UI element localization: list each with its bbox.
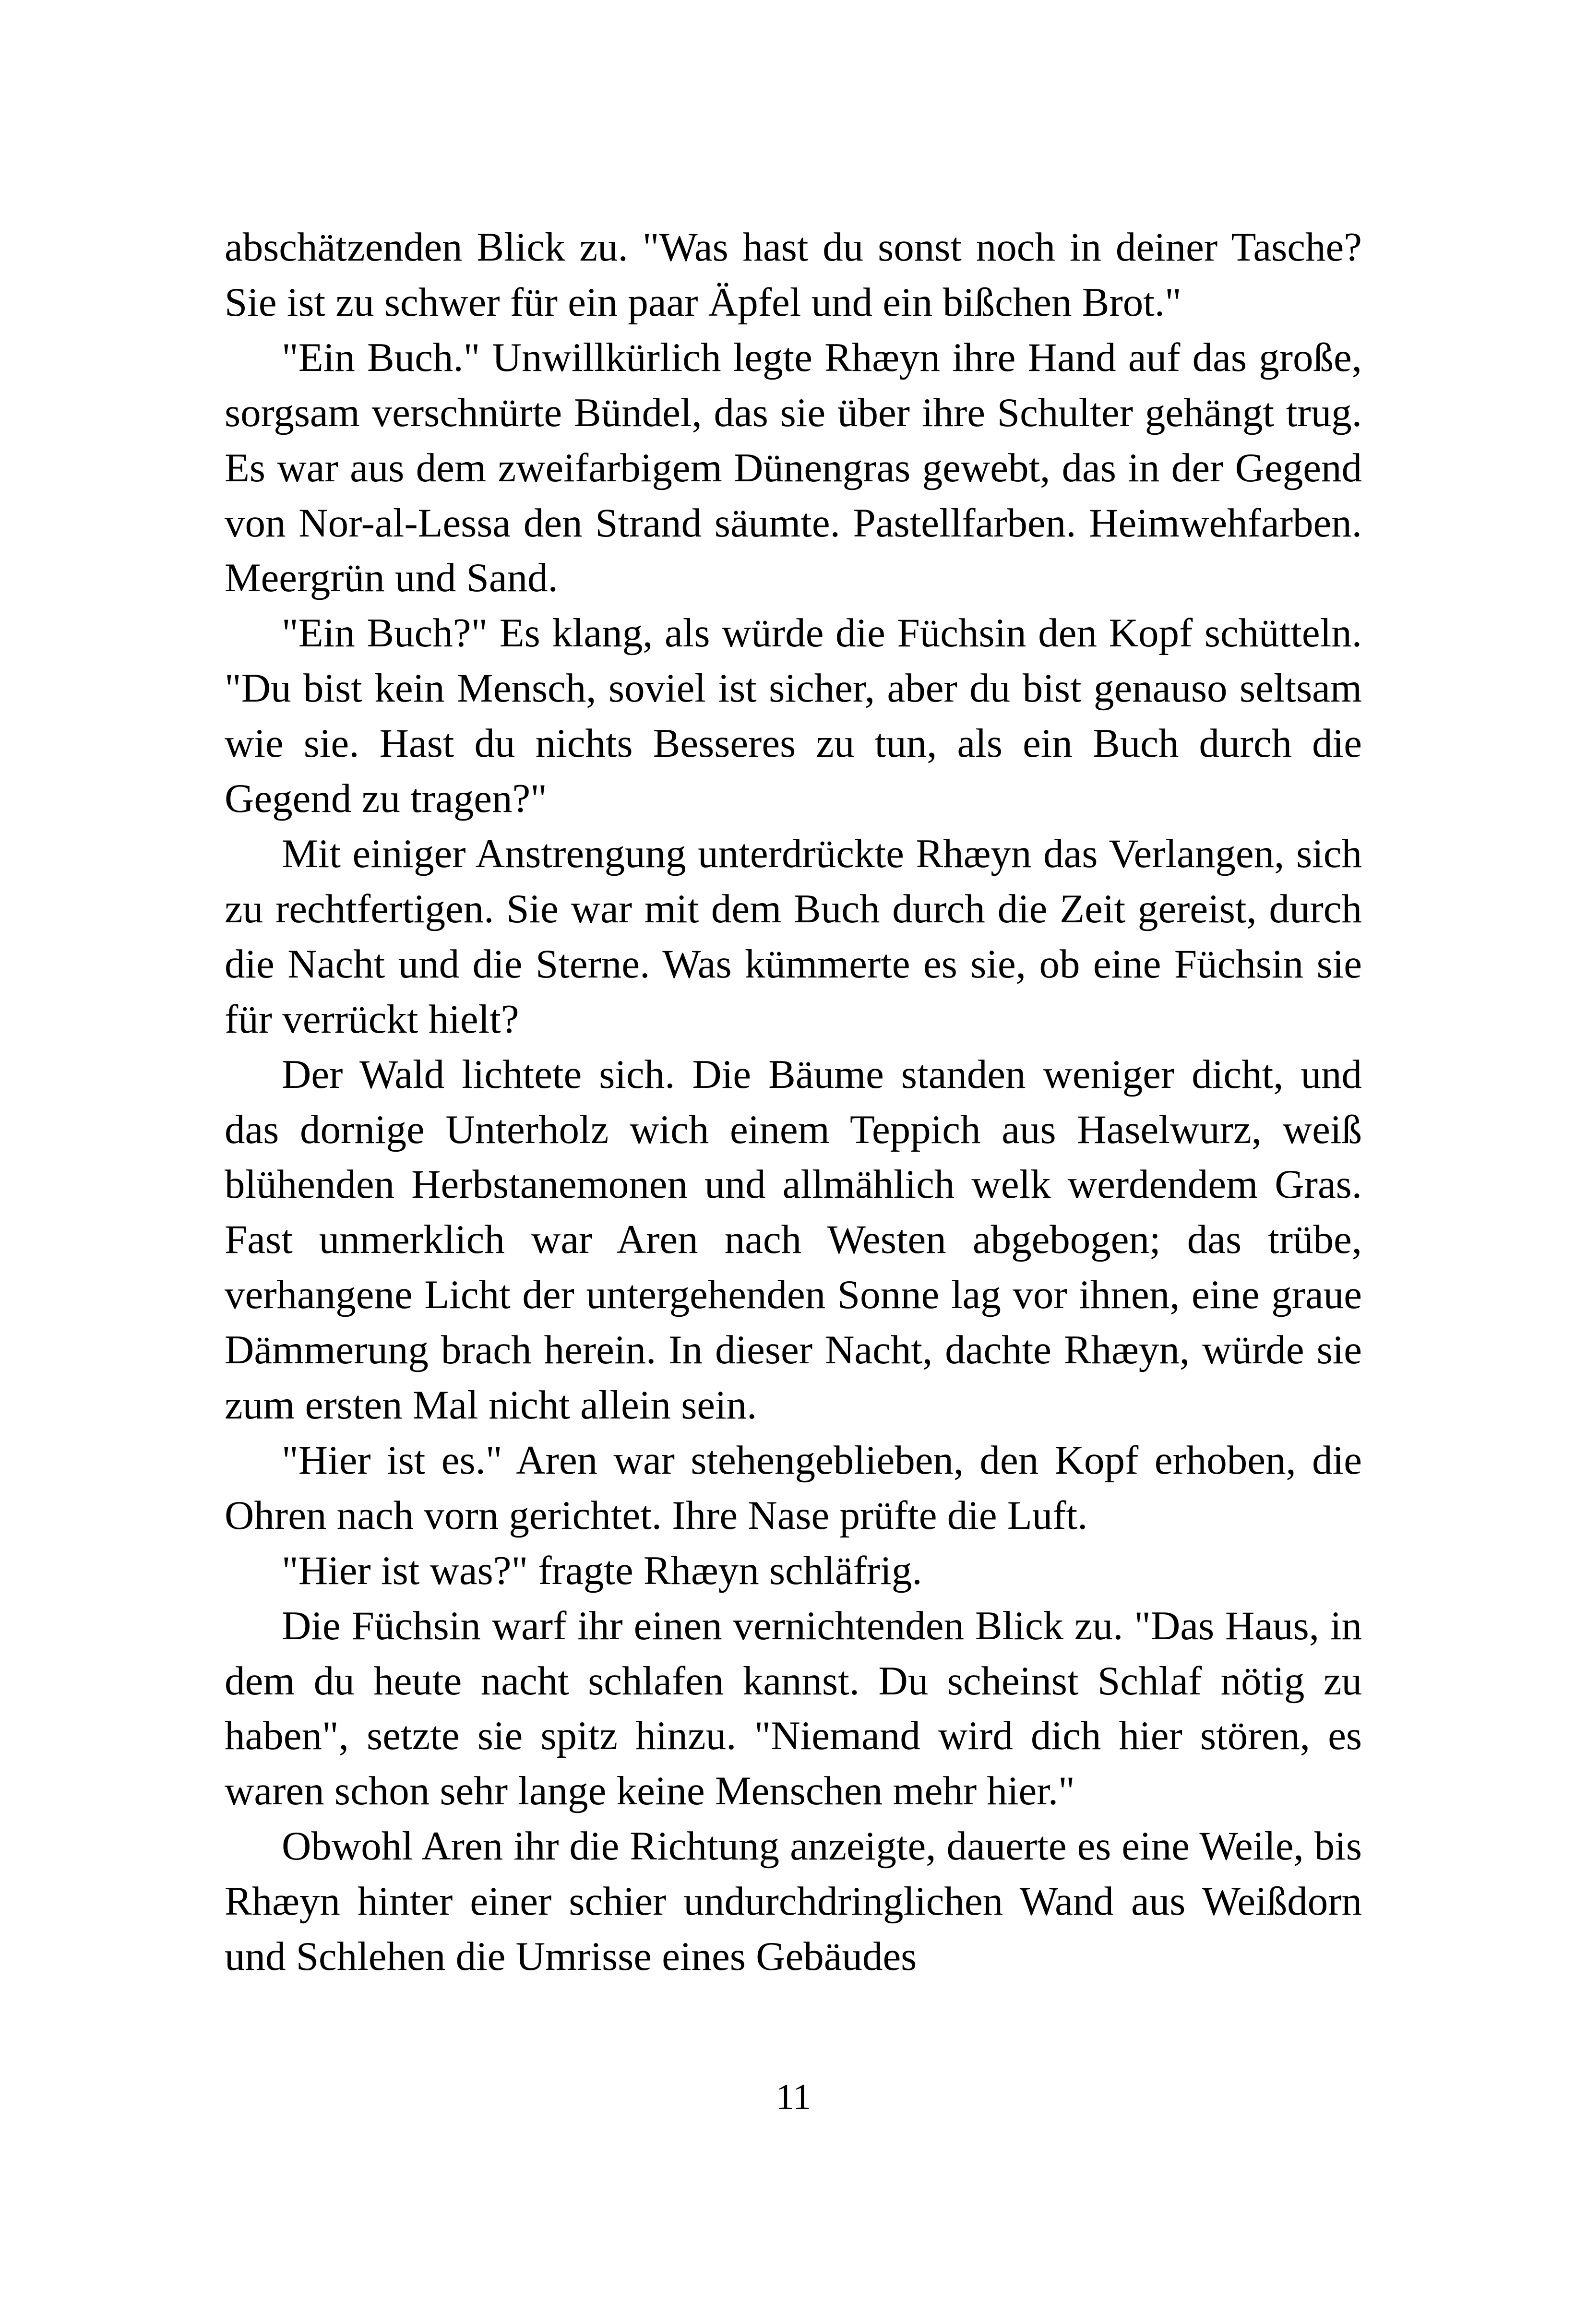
- page-number: 11: [776, 2077, 811, 2117]
- paragraph-5: Der Wald lichtete sich. Die Bäume standen weniger dicht, und das dornige Unterholz wich einem Teppich aus Haselwurz, weiß blühenden Herbstanemonen und allmählich welk werdendem Gras. Fast unmerklich war Aren nach Westen abgebogen; das trübe, verhangene Licht der untergehenden Sonne lag vor ihnen, eine graue Dämmerung brach herein. In dieser Nacht, dachte Rhæyn, würde sie zum ersten Mal nicht allein sein.: [225, 1051, 1362, 1428]
- paragraph-3: "Ein Buch?" Es klang, als würde die Füchsin den Kopf schütteln. "Du bist kein Mensch, soviel ist sicher, aber du bist genauso seltsam wie sie. Hast du nichts Besseres zu tun, als ein Buch durch die Gegend zu tragen?": [225, 610, 1362, 822]
- paragraph-8: Die Füchsin warf ihr einen vernichtenden Blick zu. "Das Haus, in dem du heute nacht schlafen kannst. Du scheinst Schlaf nötig zu haben", setzte sie spitz hinzu. "Niemand wird dich hier stören, es waren schon sehr lange keine Menschen mehr hier.": [225, 1603, 1362, 1814]
- paragraph-2: "Ein Buch." Unwillkürlich legte Rhæyn ihre Hand auf das große, sorgsam verschnürte Bündel, das sie über ihre Schulter gehängt trug. Es war aus dem zweifarbigem Dünengras gewebt, das in der Gegend von Nor-al-Lessa den Strand säumte. Pastellfarben. Heimwehfarben. Meergrün und Sand.: [225, 334, 1362, 601]
- paragraph-4: Mit einiger Anstrengung unterdrückte Rhæyn das Verlangen, sich zu rechtfertigen. Sie war mit dem Buch durch die Zeit gereist, durch die Nacht und die Sterne. Was kümmerte es sie, ob eine Füchsin sie für verrückt hielt?: [225, 831, 1362, 1042]
- paragraph-9: Obwohl Aren ihr die Richtung anzeigte, dauerte es eine Weile, bis Rhæyn hinter einer schier undurchdringlichen Wand aus Weißdorn und Schlehen die Umrisse eines Gebäudes: [225, 1823, 1362, 1979]
- paragraph-7: "Hier ist was?" fragte Rhæyn schläfrig.: [282, 1548, 922, 1593]
- paragraph-6: "Hier ist es." Aren war stehengeblieben, den Kopf erhoben, die Ohren nach vorn gerichtet. Ihre Nase prüfte die Luft.: [225, 1437, 1362, 1538]
- paragraph-1: abschätzenden Blick zu. "Was hast du sonst noch in deiner Tasche? Sie ist zu schwer für ein paar Äpfel und ein bißchen Brot.": [225, 225, 1362, 325]
- body-text: [225, 220, 1362, 1984]
